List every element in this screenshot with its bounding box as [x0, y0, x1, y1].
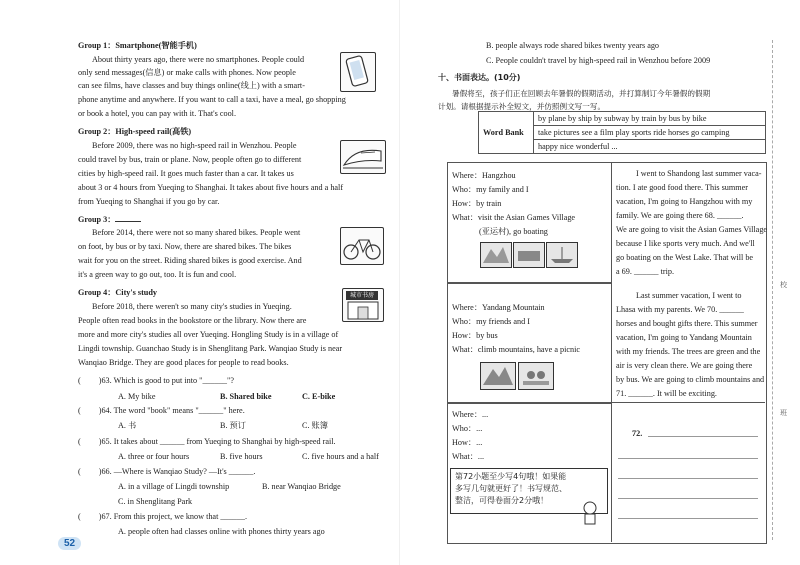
g4-line: People often read books in the bookstore or the library. Now there are: [78, 316, 307, 325]
q65-option-b: B. five hours: [220, 452, 263, 461]
box1-what: What：visit the Asian Games Village: [452, 213, 576, 222]
word-bank-row: by plane by ship by subway by train by bus by bike: [534, 112, 766, 126]
g2-line: about 3 or 4 hours from Yueqing to Shanghai. It takes about five hours and a half: [78, 183, 344, 192]
train-photo: [513, 242, 545, 268]
question-64: ( )64. The word "book" means "______" here.: [78, 406, 245, 415]
boating-photo: [546, 242, 578, 268]
g2-line: from Yueqing to Shanghai if you go by car.: [78, 197, 220, 206]
group2-title: Group 2：High-speed rail(高铁): [78, 127, 192, 136]
g4-line: Before 2018, there weren't so many city's studies in Yueqing.: [92, 302, 292, 311]
question-65: ( )65. It takes about ______ from Yueqing to Shanghai by high-speed rail.: [78, 437, 336, 446]
q64-option-c: C. 账簿: [302, 421, 328, 430]
box1-text-line: because I like sports very much. And we'll: [616, 239, 755, 248]
word-bank-label: Word Bank: [479, 112, 534, 154]
g2-line: cities by high-speed rail. It goes much faster than a car. It takes us: [78, 169, 294, 178]
word-bank-row: happy nice wonderful ...: [534, 140, 766, 154]
box3-how: How：...: [452, 438, 483, 447]
asian-games-photo: [480, 242, 512, 268]
q63-option-c: C. E-bike: [302, 392, 336, 401]
high-speed-rail-icon: [340, 140, 386, 174]
q66-option-c: C. in Shenglitang Park: [118, 497, 193, 506]
g1-line: About thirty years ago, there were no smartphones. People could: [92, 55, 305, 64]
answer-line[interactable]: [648, 436, 758, 437]
mountain-photo: [480, 362, 516, 390]
box1-where: Where：Hangzhou: [452, 171, 516, 180]
q67-option-a: A. people often had classes online with phones thirty years ago: [118, 527, 325, 536]
box2-text-line: 71. ______. It will be exciting.: [616, 389, 717, 398]
box1-text-line: a 69. ______ trip.: [616, 267, 674, 276]
box1-text-line: go boating on the West Lake. That will be: [616, 253, 754, 262]
question-67: ( )67. From this project, we know that ______.: [78, 512, 248, 521]
q63-option-b: B. Shared bike: [220, 392, 272, 401]
answer-line[interactable]: [618, 478, 758, 479]
box3-what: What：...: [452, 452, 485, 461]
box1-what-cont: (亚运村), go boating: [479, 227, 548, 236]
q64-option-a: A. 书: [118, 421, 137, 430]
answer-line[interactable]: [618, 518, 758, 519]
box2-who: Who：my friends and I: [452, 317, 530, 326]
tip-line: 整洁，可得卷面分2分哦！: [455, 496, 549, 505]
q66-option-a: A. in a village of Lingdi township: [118, 482, 230, 491]
instructions-line: 暑假将至，孩子们正在回顾去年暑假的假期活动，并打算制订今年暑假的假期: [452, 89, 711, 98]
g1-line: can see films, have classes and buy things online(线上) with a smart-: [78, 81, 305, 90]
g4-line: Wanqiao Bridge. They are good places for people to read books.: [78, 358, 289, 367]
box3-where: Where：...: [452, 410, 489, 419]
binding-line: [772, 40, 773, 540]
q65-option-a: A. three or four hours: [118, 452, 190, 461]
g1-line: only send messages(信息) or make calls with phones. Now people: [78, 68, 296, 77]
box2-text-line: vacation, I'm going to Yandang Mountain: [616, 333, 752, 342]
q65-option-c: C. five hours and a half: [302, 452, 379, 461]
q66-option-b: B. near Wanqiao Bridge: [262, 482, 341, 491]
box2-text-line: by bus. We are going to climb mountains and: [616, 375, 765, 384]
city-study-icon: [342, 288, 384, 322]
question-63: ( )63. Which is good to put into "______"?: [78, 376, 234, 385]
answer-blank: [115, 213, 141, 222]
tip-line: 第72小题至少写4句哦！如果能: [455, 472, 567, 481]
g1-line: or book a hotel, you can pay with it. That's cool.: [78, 109, 236, 118]
question-66: ( )66. —Where is Wanqiao Study? —It's ______.: [78, 467, 256, 476]
g4-line: Lingdi township. Guanchao Study is in Shenglitang Park. Wanqiao Study is near: [78, 344, 343, 353]
word-bank-row: take pictures see a film play sports ride horses go camping: [534, 126, 766, 140]
box2-how: How：by bus: [452, 331, 498, 340]
margin-mark: 班: [780, 409, 787, 417]
box2-text-line: horses and bought gifts there. This summer: [616, 319, 758, 328]
answer-line[interactable]: [618, 458, 758, 459]
row-divider: [447, 402, 765, 403]
box2-text-line: Last summer vacation, I went to: [636, 291, 742, 300]
word-bank: [478, 111, 766, 154]
tip-line: 多写几句就更好了！书写规范、: [455, 484, 567, 493]
g3-line: on foot, by bus or by taxi. Now, there are shared bikes. The bikes: [78, 242, 292, 251]
g2-line: Before 2009, there was no high-speed rail in Wenzhou. People: [92, 141, 297, 150]
q64-option-b: B. 预订: [220, 421, 246, 430]
box1-text-line: vacation, I'm going to Hangzhou with my: [616, 197, 753, 206]
smartphone-icon: [340, 52, 376, 92]
column-divider: [611, 162, 612, 542]
box1-text-line: I went to Shandong last summer vaca-: [636, 169, 762, 178]
box1-text-line: We are going to visit the Asian Games Village: [616, 225, 768, 234]
box2-text-line: Lhasa with my parents. We 70. ______: [616, 305, 744, 314]
g3-line: Before 2014, there were not so many shared bikes. People went: [92, 228, 301, 237]
group4-title: Group 4：City's study: [78, 288, 158, 297]
bicycle-icon: [340, 227, 384, 265]
box3-who: Who：...: [452, 424, 483, 433]
box2-text-line: air is very clean there. We are going there: [616, 361, 753, 370]
margin-mark: 校: [780, 281, 787, 289]
box2-text-line: with my friends. The trees are green and the: [616, 347, 761, 356]
q72-label: 72.: [632, 429, 643, 438]
g1-line: phone anytime and anywhere. If you want to call a taxi, have a meal, go shopping: [78, 95, 346, 104]
city-study-sign: 城市书房: [346, 291, 378, 300]
instructions-line: 计划。请根据提示补全短文，并仿照例文写一写。: [438, 102, 606, 111]
g4-line: more and more city's studies all over Yueqing. Hongling Study is in a village of: [78, 330, 339, 339]
box2-what: What：climb mountains, have a picnic: [452, 345, 581, 354]
box1-how: How：by train: [452, 199, 502, 208]
box2-where: Where：Yandang Mountain: [452, 303, 545, 312]
box1-who: Who：my family and I: [452, 185, 529, 194]
q63-option-a: A. My bike: [118, 392, 156, 401]
g3-line: it's a green way to go out, too. It is fun and cool.: [78, 270, 237, 279]
page-number: 52: [58, 537, 81, 550]
box1-text-line: tion. I ate good food there. This summer: [616, 183, 748, 192]
right-page: [400, 0, 800, 565]
group3-title: Group 3：: [78, 213, 141, 225]
group1-title: Group 1：Smartphone(智能手机): [78, 41, 197, 50]
g3-line: wait for you on the street. Riding shared bikes is good exercise. And: [78, 256, 302, 265]
g2-line: could travel by bus, train or plane. Now, people often go to different: [78, 155, 302, 164]
q67-option-c: C. People couldn't travel by high-speed rail in Wenzhou before 2009: [486, 56, 711, 65]
box1-text-line: family. We are going there 68. ______.: [616, 211, 744, 220]
picnic-photo: [518, 362, 554, 390]
answer-line[interactable]: [618, 498, 758, 499]
cartoon-boy-icon: [578, 500, 602, 526]
section-title: 十、书面表达。(10分): [438, 73, 521, 82]
q67-option-b: B. people always rode shared bikes twenty years ago: [486, 41, 660, 50]
